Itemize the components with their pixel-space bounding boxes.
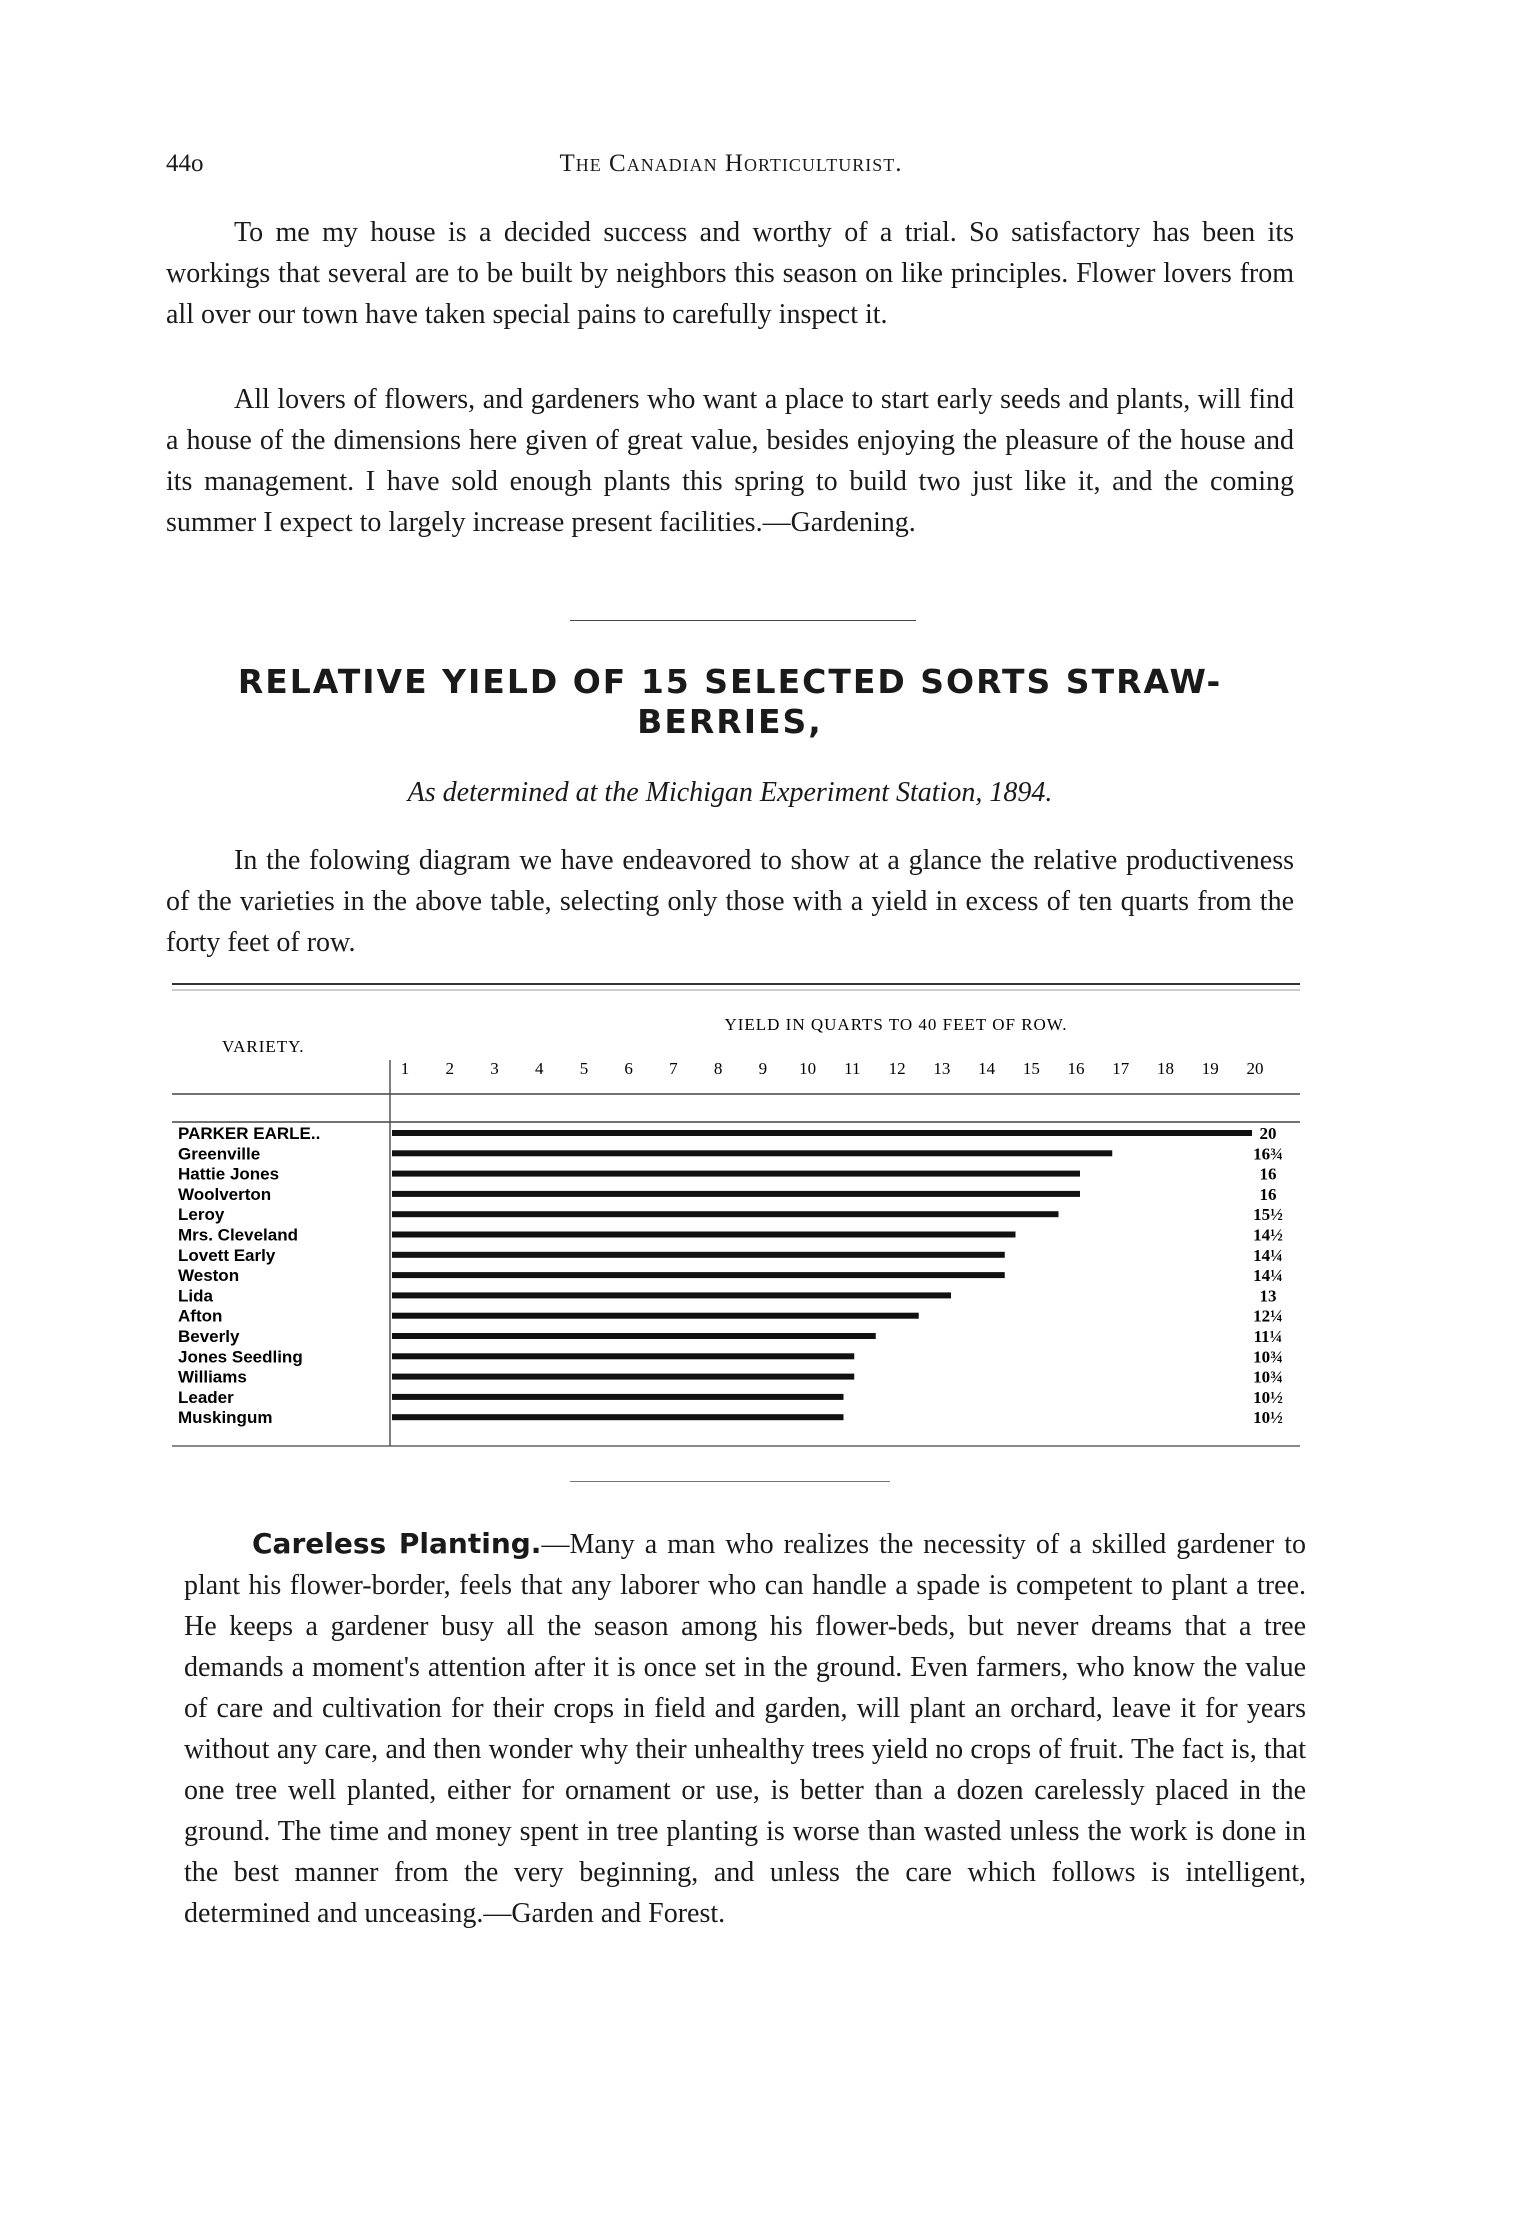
article-title-line2: BERRIES,: [637, 702, 823, 741]
x-tick-label: 2: [445, 1059, 454, 1078]
x-tick-label: 3: [490, 1059, 499, 1078]
x-tick-label: 13: [933, 1059, 951, 1078]
yield-column-header: YIELD IN QUARTS TO 40 FEET OF ROW.: [724, 1015, 1068, 1034]
yield-bar: [392, 1353, 854, 1359]
variety-label: Woolverton: [178, 1184, 272, 1204]
x-tick-label: 15: [1022, 1059, 1040, 1078]
x-tick-label: 18: [1157, 1059, 1175, 1078]
variety-label: Hattie Jones: [178, 1164, 280, 1184]
yield-value-label: 14¼: [1253, 1245, 1283, 1265]
yield-value-label: 13: [1259, 1286, 1277, 1306]
yield-value-label: 14¼: [1253, 1266, 1283, 1286]
x-tick-label: 14: [978, 1059, 996, 1078]
x-tick-labels: [401, 1059, 1264, 1078]
x-tick-label: 11: [844, 1059, 861, 1078]
x-tick-label: 9: [758, 1059, 768, 1078]
variety-label: Leader: [178, 1387, 234, 1407]
yield-value-label: 10½: [1253, 1387, 1283, 1407]
x-tick-label: 6: [624, 1059, 633, 1078]
careless-planting-body: —Many a man who realizes the necessity of a skilled gardener to plant his flower-border, feels that any laborer who can handle a spade is competent to plant a tree. He keeps a gardener busy all the season among his flower-beds, but never dreams that a tree demands a moment's attention after it is once set in the ground. Even farmers, who know the value of care and cultivation for their crops in field and garden, will plant an orchard, leave it for years without any care, and then wonder why their unhealthy trees yield no crops of fruit. The fact is, that one tree well planted, either for ornament or use, is better than a dozen carelessly placed in the ground. The time and money spent in tree planting is worse than wasted unless the work is done in the best manner from the very beginning, and unless the care which follows is intelligent, determined and unceasing.—Garden and Forest.: [184, 1529, 1307, 1929]
variety-label: Weston: [178, 1266, 240, 1286]
yield-bar: [392, 1272, 1005, 1278]
section-divider-bottom: [570, 1481, 890, 1482]
variety-label: PARKER EARLE..: [178, 1124, 321, 1143]
paragraph-greenhouse-2: All lovers of flowers, and gardeners who want a place to start early seeds and plants, will find a house of the dimensions here given of great value, besides enjoying the pleasure of the house and its management. I have sold enough plants this spring to build two just like it, and the coming summer I expect to largely increase present facilities.—Gardening.: [166, 384, 1294, 538]
yield-value-label: 11¼: [1253, 1327, 1283, 1346]
yield-bar: [392, 1171, 1080, 1177]
variety-label: Leroy: [178, 1205, 225, 1225]
x-tick-label: 17: [1112, 1059, 1130, 1078]
yield-value-label: 16¾: [1253, 1144, 1283, 1164]
yield-value-label: 10¾: [1253, 1367, 1283, 1387]
yield-value-label: 20: [1259, 1124, 1277, 1143]
yield-bar: [392, 1150, 1112, 1156]
yield-value-label: 16: [1259, 1184, 1277, 1204]
variety-column-header: VARIETY.: [222, 1037, 305, 1056]
x-tick-label: 12: [888, 1059, 906, 1078]
article-title-line1: RELATIVE YIELD OF 15 SELECTED SORTS STRAW-: [237, 662, 1223, 701]
x-tick-label: 7: [669, 1059, 678, 1078]
yield-bar: [392, 1374, 854, 1380]
yield-value-label: 10¾: [1253, 1347, 1283, 1367]
variety-label: Lovett Early: [178, 1245, 276, 1265]
variety-label: Mrs. Cleveland: [178, 1225, 298, 1245]
variety-label: Williams: [178, 1367, 247, 1387]
x-tick-label: 20: [1246, 1059, 1264, 1078]
x-tick-label: 1: [400, 1059, 410, 1078]
variety-label: Beverly: [178, 1327, 240, 1346]
x-tick-label: 10: [799, 1059, 817, 1078]
paragraph-greenhouse-1: To me my house is a decided success and worthy of a trial. So satisfactory has been its workings that several are to be built by neighbors this season on like principles. Flower lovers from all over our town have taken special pains to carefully inspect it.: [166, 217, 1294, 330]
yield-value-label: 10½: [1253, 1408, 1283, 1428]
variety-label: Jones Seedling: [178, 1347, 303, 1367]
x-tick-label: 16: [1067, 1059, 1085, 1078]
yield-bar: [392, 1313, 919, 1319]
x-tick-label: 4: [534, 1059, 544, 1078]
yield-bars: [392, 1130, 1252, 1420]
yield-bar: [392, 1333, 876, 1339]
page-number: 44o: [166, 150, 204, 177]
x-tick-label: 5: [579, 1059, 589, 1078]
yield-value-labels: [1253, 1124, 1283, 1427]
variety-label: Muskingum: [178, 1408, 273, 1428]
yield-value-label: 12¼: [1253, 1306, 1283, 1326]
x-tick-label: 19: [1201, 1059, 1219, 1078]
yield-bar: [392, 1292, 951, 1298]
yield-value-label: 15½: [1253, 1205, 1283, 1225]
variety-label: Lida: [178, 1286, 213, 1306]
yield-bar: [392, 1232, 1016, 1238]
yield-bar: [392, 1252, 1005, 1258]
yield-bar: [392, 1414, 844, 1420]
x-tick-label: 8: [713, 1059, 723, 1078]
careless-planting-heading: Careless Planting.: [252, 1527, 542, 1560]
variety-label: Afton: [178, 1306, 223, 1326]
running-head: The Canadian Horticulturist.: [559, 150, 903, 177]
yield-value-label: 16: [1259, 1164, 1277, 1184]
variety-label: Greenville: [178, 1144, 261, 1164]
yield-bar: [392, 1394, 844, 1400]
yield-bar: [392, 1130, 1252, 1136]
yield-bar: [392, 1211, 1059, 1217]
article-subtitle: As determined at the Michigan Experiment Station, 1894.: [407, 777, 1053, 808]
paragraph-diagram-intro: In the folowing diagram we have endeavored to show at a glance the relative productiveness of the varieties in the above table, selecting only those with a yield in excess of ten quarts from the forty feet of row.: [166, 845, 1294, 958]
variety-labels: [178, 1124, 320, 1427]
yield-bar: [392, 1191, 1080, 1197]
yield-value-label: 14½: [1253, 1225, 1283, 1245]
paragraph-careless-planting: [184, 1523, 1306, 1934]
